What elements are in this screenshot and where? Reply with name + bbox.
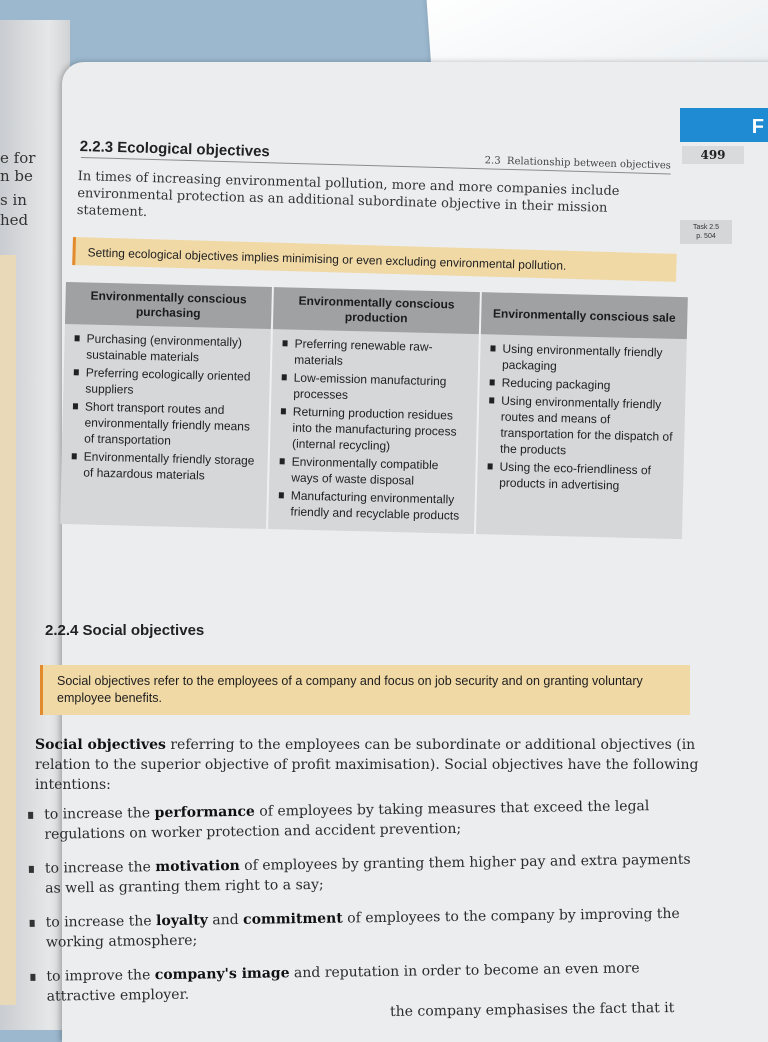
ecological-objectives-table [60, 282, 688, 539]
bullet-text: of employees by taking measures that exceed the legal regulations on worker protection and accident prevention; [44, 798, 650, 843]
bold-term: motivation [155, 857, 240, 876]
list-item: Preferring renewable raw-materials [280, 335, 471, 372]
list-item: Environmentally compatible ways of waste disposal [277, 453, 468, 490]
running-title: Relationship between objectives [506, 155, 672, 172]
bullet-text: to improve the [46, 967, 155, 985]
list-item: Low-emission manufacturing processes [279, 369, 470, 406]
chapter-tab: F [680, 108, 768, 142]
definition-banner-social: Social objectives refer to the employees of a company and focus on job security and on granting voluntary employee benefits. [40, 665, 690, 715]
table-column-production [268, 287, 482, 534]
bullet-text: and reputation in order to become an even more attractive employer. [46, 960, 640, 1005]
paragraph-text: referring to the employees can be subordinate or additional objectives (in relation to the superior objective of profit maximisation). Social objectives have the following intentions: [35, 737, 699, 793]
bold-term: Social objectives [35, 737, 166, 753]
list-item [23, 849, 708, 899]
bold-term: commitment [243, 910, 343, 928]
bullet-text: to increase the [45, 913, 157, 931]
left-fragment: s in [0, 191, 27, 209]
bullet-text: of employees by granting them higher pay and extra payments as well as granting them right to a say; [45, 851, 691, 897]
list-item: Preferring ecologically oriented suppliers [71, 364, 262, 401]
bullet-text: to increase the [44, 859, 156, 877]
list-item: Using environmentally friendly routes and means of transportation for the dispatch of the products [486, 392, 678, 461]
list-item: Environmentally friendly storage of hazardous materials [69, 448, 260, 485]
task-label: Task 2.5 [692, 224, 720, 231]
bullet-text: to increase the [44, 805, 155, 823]
bold-term: company's image [154, 965, 290, 984]
column-header: Environmentally conscious purchasing [65, 282, 272, 329]
list-item: Returning production residues into the manufacturing process (internal recycling) [278, 403, 469, 456]
list-item [24, 903, 709, 953]
list-item [22, 795, 707, 845]
table-column-purchasing [60, 282, 274, 529]
bullet-text: of employees to the company by improving the working atmosphere; [45, 905, 680, 951]
list-item: Using the eco-friendliness of products in advertising [485, 458, 676, 495]
page-number: 499 [682, 146, 744, 164]
left-page-margin-band [0, 255, 16, 1005]
left-fragment: hed [0, 211, 29, 229]
definition-banner-ecological: Setting ecological objectives implies minimising or even excluding environmental pollution. [72, 237, 677, 282]
list-item: Short transport routes and environmentally friendly means of transportation [70, 398, 261, 451]
list-item [24, 957, 709, 1007]
column-header: Environmentally conscious sale [481, 292, 688, 339]
task-reference [680, 220, 732, 244]
section-heading-ecological: 2.2.3 Ecological objectives [79, 138, 271, 161]
left-fragment: e for [0, 149, 36, 167]
bullet-text: and [207, 911, 244, 929]
intro-paragraph: In times of increasing environmental pollution, more and more companies include environmental protection as an additional subordinate objective in their mission statement. [76, 168, 620, 220]
section-ref: 2.3 [484, 155, 501, 167]
list-item: Using environmentally friendly packaging [488, 340, 679, 377]
list-item: Purchasing (environmentally) sustainable materials [72, 330, 263, 367]
table-column-sale [476, 292, 688, 539]
body-paragraph [35, 735, 700, 795]
left-fragment: n be [0, 167, 33, 185]
intentions-list [22, 795, 710, 1021]
task-page: p. 504 [696, 233, 716, 240]
cut-off-line: the company emphasises the fact that it [390, 1000, 675, 1020]
bold-term: loyalty [155, 912, 209, 930]
list-item: Reducing packaging [487, 374, 677, 395]
section-heading-social: 2.2.4 Social objectives [45, 622, 205, 639]
bold-term: performance [154, 803, 256, 822]
list-item: Manufacturing environmentally friendly and recyclable products [276, 487, 467, 524]
column-header: Environmentally conscious production [273, 287, 480, 334]
